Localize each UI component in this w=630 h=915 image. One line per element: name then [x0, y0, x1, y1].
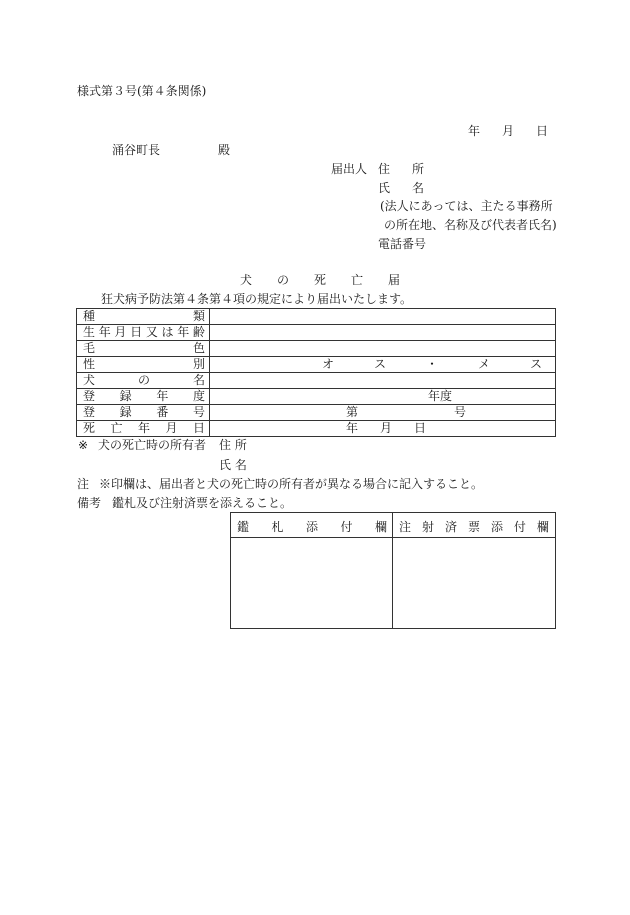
applicant-label: 届出人	[331, 162, 368, 176]
form-number: 様式第３号(第４条関係)	[77, 84, 207, 98]
label-char: 年	[156, 389, 169, 403]
label-char: 号	[192, 405, 205, 419]
label-char: 犬	[83, 373, 96, 387]
row-label-text	[83, 309, 205, 324]
row-label-text	[83, 405, 205, 420]
label-char: 齢	[192, 325, 205, 339]
applicant-phone-label: 電話番号	[378, 237, 427, 251]
value-char: 年度	[427, 389, 452, 403]
intro-text: 狂犬病予防法第４条第４項の規定により届出いたします。	[101, 292, 413, 306]
label-char: 死	[83, 421, 96, 435]
spread-char: 所	[411, 162, 424, 176]
row-value[interactable]	[210, 309, 556, 325]
tag-attachment-header	[237, 518, 387, 535]
row-label	[77, 341, 210, 357]
value-char: ス	[373, 357, 386, 371]
label-char: 録	[119, 389, 132, 403]
attachment-boxes	[230, 512, 556, 629]
spread-char: 死	[313, 273, 326, 287]
spread-char: 付	[513, 520, 526, 534]
row-label	[77, 357, 210, 373]
spread-char: 年	[468, 124, 481, 138]
row-label	[77, 373, 210, 389]
spread-char: 付	[340, 520, 353, 534]
table-row	[77, 405, 556, 421]
owner-mark: ※	[78, 438, 89, 452]
row-label-text	[83, 373, 205, 388]
label-char: 毛	[83, 341, 96, 355]
label-char: 度	[192, 389, 205, 403]
row-value[interactable]	[210, 341, 556, 357]
row-value[interactable]	[210, 373, 556, 389]
spread-char: 住	[378, 162, 391, 176]
label-char: 録	[119, 405, 132, 419]
remarks-text: 鑑札及び注射済票を添えること。	[112, 496, 293, 510]
row-value-text	[420, 389, 460, 404]
spread-char: 届	[387, 273, 400, 287]
spread-char: 名	[411, 181, 424, 195]
label-char: 日	[130, 325, 143, 339]
row-label-text	[83, 341, 205, 356]
owner-name-label: 氏 名	[219, 458, 247, 472]
addressee-name: 涌谷町長	[112, 143, 161, 157]
row-label-text	[83, 389, 205, 404]
page-title	[240, 273, 400, 287]
table-row	[77, 389, 556, 405]
label-char: 別	[192, 357, 205, 371]
value-char: 月	[379, 421, 392, 435]
row-label-text	[83, 325, 205, 340]
value-char: 号	[453, 405, 466, 419]
spread-char: 射	[421, 520, 434, 534]
spread-char: 氏	[378, 181, 391, 195]
table-row	[77, 373, 556, 389]
label-char: 名	[192, 373, 205, 387]
spread-char: 済	[444, 520, 457, 534]
spread-char: 注	[399, 520, 412, 534]
spread-char: 札	[271, 520, 284, 534]
table-row	[77, 309, 556, 325]
row-value-text	[346, 421, 426, 436]
applicant-address-label	[378, 162, 424, 176]
value-char: 第	[346, 405, 359, 419]
label-char: 亡	[110, 421, 123, 435]
applicant-name-label	[378, 181, 424, 195]
label-char: 番	[156, 405, 169, 419]
label-char: 年	[177, 325, 190, 339]
label-char: 月	[165, 421, 178, 435]
table-row	[77, 325, 556, 341]
row-label	[77, 421, 210, 437]
tag-attachment-area[interactable]	[231, 538, 392, 628]
label-char: の	[137, 373, 150, 387]
spread-char: 鑑	[237, 520, 250, 534]
label-char: 年	[98, 325, 111, 339]
label-char: 色	[192, 341, 205, 355]
value-char: オ	[322, 357, 335, 371]
label-char: 類	[192, 309, 205, 323]
value-char: ・	[425, 357, 438, 371]
spread-char: 添	[305, 520, 318, 534]
row-label	[77, 405, 210, 421]
label-char: 月	[114, 325, 127, 339]
row-value[interactable]	[210, 357, 556, 373]
label-char: 又	[145, 325, 158, 339]
dog-info-table	[76, 308, 556, 437]
table-row	[77, 421, 556, 437]
table-row	[77, 341, 556, 357]
addressee-honorific: 殿	[218, 143, 231, 157]
row-label	[77, 325, 210, 341]
spread-char: 添	[490, 520, 503, 534]
label-char: 年	[137, 421, 150, 435]
remarks-prefix: 備考	[77, 496, 102, 510]
value-char: メ	[477, 357, 490, 371]
row-value[interactable]	[210, 389, 556, 405]
date-line	[468, 124, 548, 138]
spread-char: 亡	[350, 273, 363, 287]
vaccination-attachment-area[interactable]	[393, 538, 555, 628]
note-text: ※印欄は、届出者と犬の死亡時の所有者が異なる場合に記入すること。	[99, 477, 484, 491]
spread-char: 欄	[536, 520, 549, 534]
value-char: 年	[346, 421, 359, 435]
label-char: 性	[83, 357, 96, 371]
table-row	[77, 357, 556, 373]
row-value[interactable]	[210, 325, 556, 341]
row-label-text	[83, 357, 205, 372]
row-value-text	[322, 357, 542, 372]
spread-char: 票	[467, 520, 480, 534]
label-char: 日	[192, 421, 205, 435]
label-char: 生	[83, 325, 96, 339]
spread-char: 日	[535, 124, 548, 138]
vaccination-attachment-header	[399, 518, 549, 535]
row-label	[77, 389, 210, 405]
owner-label: 犬の死亡時の所有者	[98, 438, 207, 452]
label-char: は	[161, 325, 174, 339]
label-char: 登	[83, 389, 96, 403]
value-char: 日	[413, 421, 426, 435]
spread-char: 月	[501, 124, 514, 138]
note-prefix: 注	[77, 477, 90, 491]
spread-char: 欄	[374, 520, 387, 534]
row-label-text	[83, 421, 205, 436]
spread-char: の	[276, 273, 289, 287]
row-label	[77, 309, 210, 325]
value-char: ス	[529, 357, 542, 371]
label-char: 種	[83, 309, 96, 323]
spread-char: 犬	[240, 273, 253, 287]
owner-address-label: 住 所	[219, 438, 247, 452]
applicant-note-line2: の所在地、名称及び代表者氏名)	[384, 218, 557, 232]
row-value-text	[346, 405, 466, 420]
label-char: 登	[83, 405, 96, 419]
row-value[interactable]	[210, 421, 556, 437]
row-value[interactable]	[210, 405, 556, 421]
applicant-note-line1: (法人にあっては、主たる事務所	[380, 199, 553, 213]
